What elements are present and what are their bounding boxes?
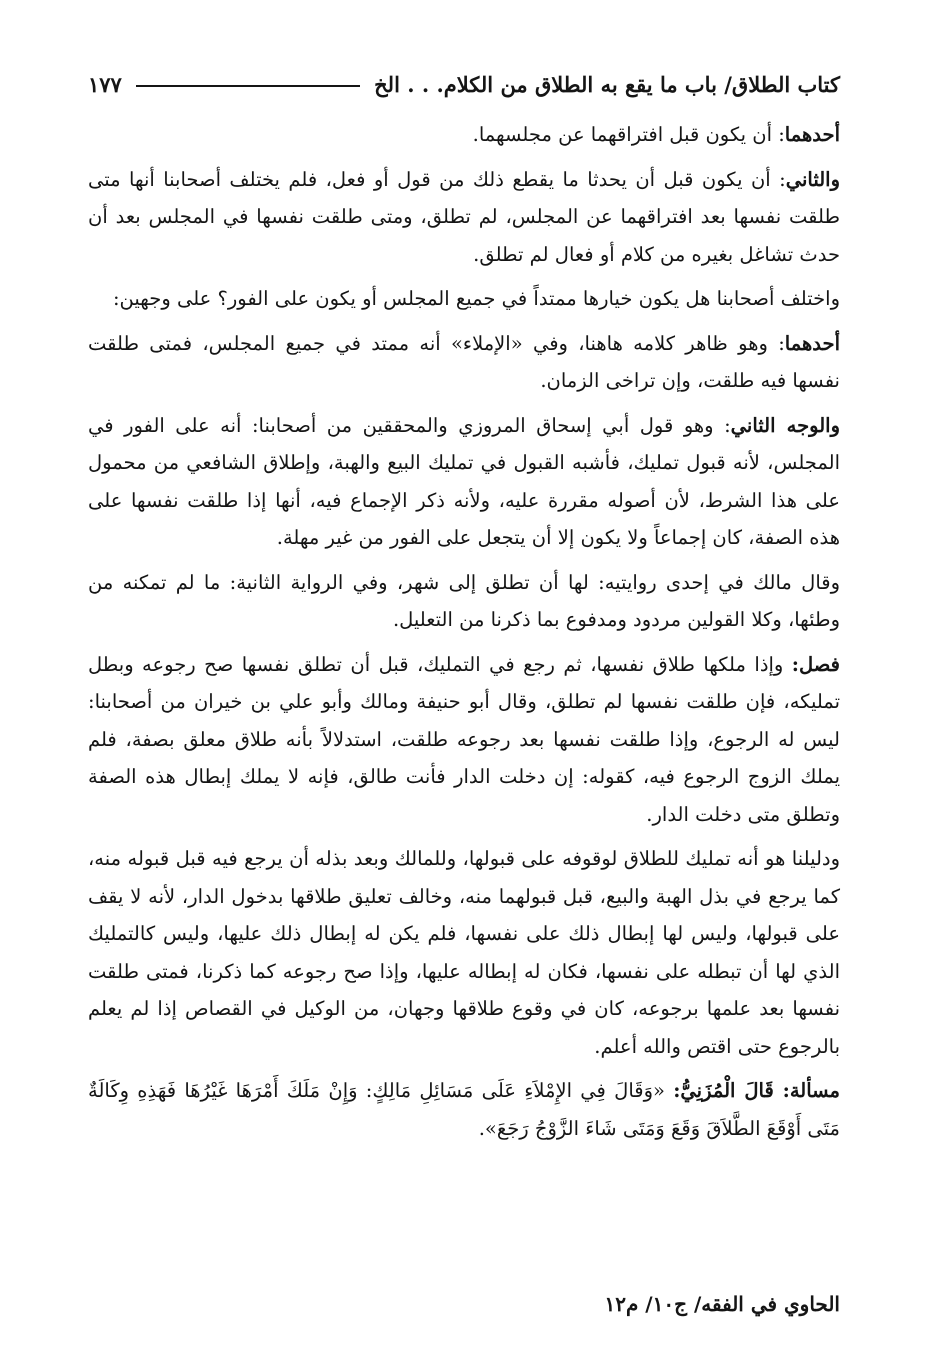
paragraph-text: : وهو ظاهر كلامه هاهنا، وفي «الإملاء» أنه ممتد في جميع المجلس، فمتى طلقت نفسها فيه طلقت، وإن تراخى الزمان. <box>88 331 840 392</box>
paragraph <box>88 564 840 639</box>
paragraph <box>88 161 840 274</box>
running-header <box>88 64 840 104</box>
paragraph-text: : أن يكون قبل افتراقهما عن مجلسهما. <box>472 123 785 146</box>
paragraph <box>88 280 840 318</box>
paragraph-lead: أحدهما <box>784 331 840 355</box>
paragraph-lead: فصل: <box>791 652 840 676</box>
paragraph <box>88 840 840 1065</box>
page-number: ١٧٧ <box>88 71 122 97</box>
paragraph <box>88 116 840 154</box>
paragraph-text: «وَقَالَ فِي الإِمْلاَءِ عَلَى مَسَائِلِ مَالِكٍ: وَإِنْ مَلَكَ أَمْرَهَا غَيْرُهَا فَهَذِهِ وِكَالَةٌ مَتَى أَوْقَعَ الطَّلاَقَ وَقَعَ وَمَتَى شَاءَ الزَّوْجُ رَجَعَ». <box>88 1079 840 1140</box>
paragraph-text: : وهو قول أبي إسحاق المروزي والمحققين من أصحابنا: أنه على الفور في المجلس، لأنه قبول تمليك، فأشبه القبول في تمليك البيع والهبة، وإطلاق الشافعي من محمول على هذا الشرط، لأن أصوله مقررة عليه، ولأنه ذكر الإجماع فيه، أنها إذا طلقت نفسها على هذه الصفة، كان إجماعاً ولا يكون إلا أن يتجعل على الفور من غير مهلة. <box>88 413 840 549</box>
paragraph-text: : أن يكون قبل أن يحدثا ما يقطع ذلك من قول أو فعل، فلم يختلف أصحابنا أنها متى طلقت نفسها بعد افتراقهما عن المجلس، لم تطلق، ومتى طلقت نفسها في المجلس بعد أن حدث تشاغل بغيره من كلام أو فعال لم تطلق. <box>88 167 840 266</box>
paragraph-text: وقال مالك في إحدى روايتيه: لها أن تطلق إلى شهر، وفي الرواية الثانية: ما لم تمكنه من وطئها، وكلا القولين مردود ومدفوع بما ذكرنا من التعليل. <box>88 570 840 631</box>
paragraph-text: واختلف أصحابنا هل يكون خيارها ممتداً في جميع المجلس أو يكون على الفور؟ على وجهين: <box>112 287 840 310</box>
paragraph-lead: والثاني <box>785 167 840 191</box>
paragraph <box>88 1072 840 1147</box>
running-title: كتاب الطلاق/ باب ما يقع به الطلاق من الكلام. . . الخ <box>374 71 840 97</box>
paragraph <box>88 407 840 557</box>
footer-signature: الحاوي في الفقه/ ج١٠/ م١٢ <box>604 1292 840 1316</box>
paragraph-text: وإذا ملكها طلاق نفسها، ثم رجع في التمليك، قبل أن تطلق نفسها صح رجوعه وبطل تمليكه، فإن طلقت نفسها لم تطلق، وقال أبو حنيفة ومالك وأبو علي بن خيران من أصحابنا: ليس له الرجوع، وإذا طلقت نفسها بعد رجوعه طلقت، استدلالاً بأنه طلاق معلق بصفة، فلم يملك الزوج الرجوع فيه، كقوله: إن دخلت الدار فأنت طالق، فإنه لا يملك إبطال هذه الصفة وتطلق متى دخلت الدار. <box>88 652 840 826</box>
paragraph-text: ودليلنا هو أنه تمليك للطلاق لوقوفه على قبولها، وللمالك وبعد بذله أن يرجع فيه قبل قبوله منه، كما يرجع في بذل الهبة والبيع، قبل قبولهما منه، وخالف تعليق طلاقها بدخول الدار، لأنه لا يقف على قبولها، وليس لها إبطال ذلك على نفسها، فلم يكن له إبطال ذلك عليها، وليس كالتمليك الذي لها أن تبطله على نفسها، فكان له إبطاله عليها، وإذا صح رجوعه كما ذكرنا، فمتى طلقت نفسها بعد علمها برجوعه، كان في وقوع طلاقها وجهان، من الوكيل في القصاص إذا لم يعلم بالرجوع حتى اقتص والله أعلم. <box>88 847 840 1058</box>
paragraph <box>88 325 840 400</box>
header-rule <box>136 85 360 87</box>
paragraph-lead: أحدهما <box>784 123 840 146</box>
paragraph-lead: مسألة: قَالَ الْمُزَنِيُّ: <box>673 1079 840 1102</box>
paragraph <box>88 646 840 834</box>
paragraph-lead: والوجه الثاني <box>730 413 840 437</box>
page-body <box>88 116 840 1154</box>
